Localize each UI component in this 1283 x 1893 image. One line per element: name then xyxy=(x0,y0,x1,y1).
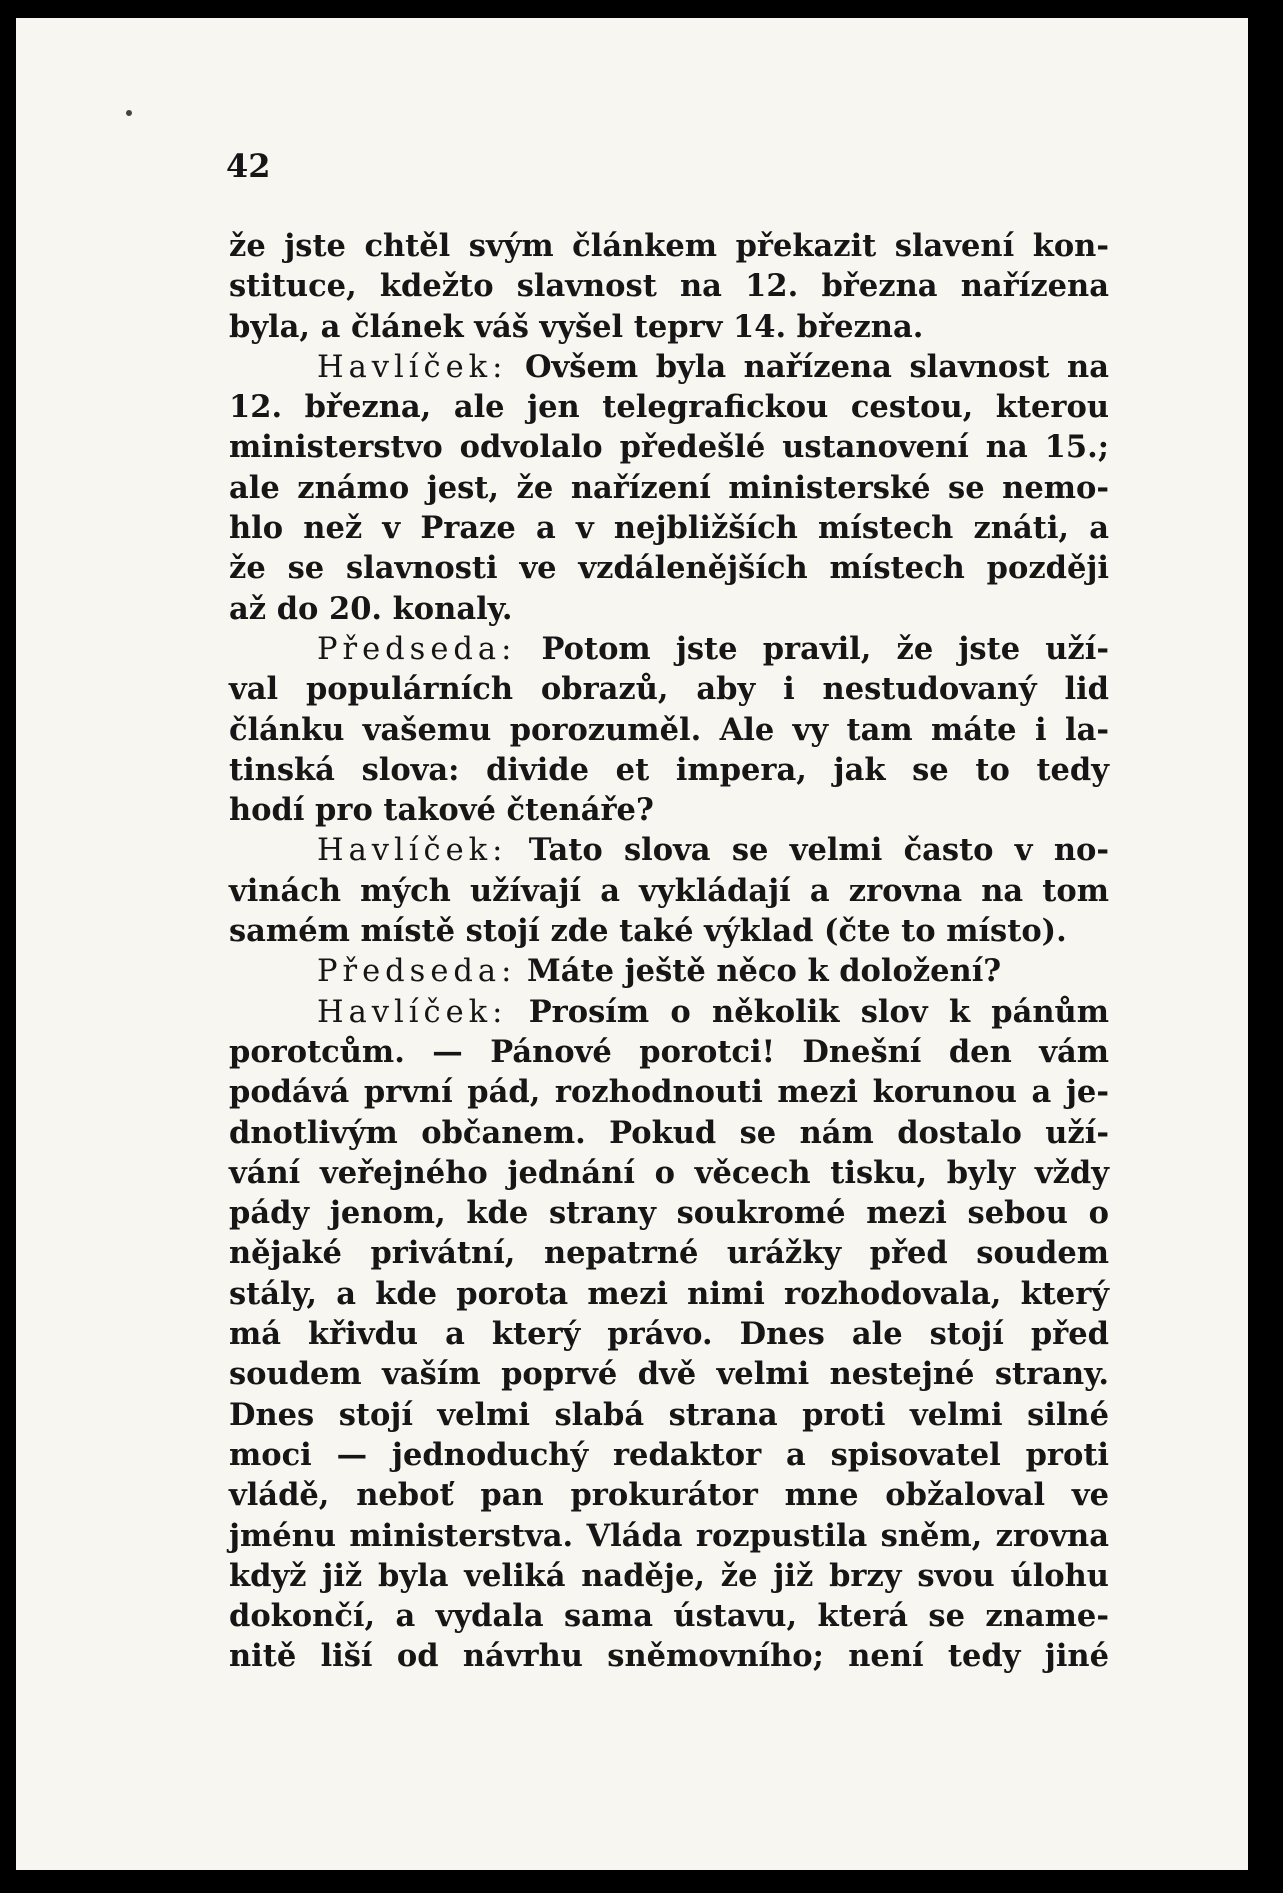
text-line: jménu ministerstva. Vláda rozpustila sněm, zrovna xyxy=(229,1517,1109,1554)
text-line: stály, a kde porota mezi nimi rozhodovala, který xyxy=(229,1275,1109,1312)
speaker-name: Havlíček: xyxy=(317,349,508,385)
speech-text: Prosím o několik slov k pánům xyxy=(507,993,1109,1030)
text-line: soudem vaším poprvé dvě velmi nestejné strany. xyxy=(229,1356,1109,1393)
text-line: byla, a článek váš vyšel teprv 14. března. xyxy=(229,308,924,345)
text-line: vládě, neboť pan prokurátor mne obžaloval ve xyxy=(229,1477,1109,1514)
text-line: že jste chtěl svým článkem překazit slavení kon- xyxy=(229,228,1109,264)
speech-text: Ovšem byla nařízena slavnost na xyxy=(507,348,1109,385)
speaker-name: Havlíček: xyxy=(317,994,508,1030)
text-line: pády jenom, kde strany soukromé mezi sebou o xyxy=(229,1195,1109,1232)
text-line: když již byla veliká naděje, že již brzy svou úlohu xyxy=(229,1557,1109,1594)
dialogue-line xyxy=(229,951,1109,991)
text-line: článku vašemu porozuměl. Ale vy tam máte i la- xyxy=(229,711,1109,748)
text-line: hlo než v Praze a v nejbližších místech znáti, a xyxy=(229,510,1109,547)
text-line: ministerstvo odvolalo předešlé ustanovení na 15.; xyxy=(229,429,1109,466)
text-line: že se slavnosti ve vzdálenějších místech později xyxy=(229,550,1109,587)
dialogue-line xyxy=(229,830,1109,870)
book-page xyxy=(16,18,1248,1870)
page-number: 42 xyxy=(226,147,271,185)
text-line: porotcům. — Pánové porotci! Dnešní den vám xyxy=(229,1033,1109,1070)
speech-text: Máte ještě něco k doložení? xyxy=(516,953,1002,990)
text-line: dokončí, a vydala sama ústavu, která se zname- xyxy=(229,1598,1109,1635)
text-line: 12. března, ale jen telegrafickou cestou, kterou xyxy=(229,389,1109,426)
text-line: vání veřejného jednání o věcech tisku, byly vždy xyxy=(229,1154,1109,1191)
dialogue-line xyxy=(229,992,1109,1032)
text-line: val populárních obrazů, aby i nestudovaný lid xyxy=(229,671,1109,708)
text-line: hodí pro takové čtenáře? xyxy=(229,792,654,829)
text-line: Dnes stojí velmi slabá strana proti velmi silné xyxy=(229,1396,1109,1433)
text-line: ale známo jest, že nařízení ministerské se nemo- xyxy=(229,469,1109,506)
text-line: nitě liší od návrhu sněmovního; není tedy jiné xyxy=(229,1638,1109,1675)
text-line: tinská slova: divide et impera, jak se to tedy xyxy=(229,751,1109,788)
speech-text: Potom jste pravil, že jste uží- xyxy=(516,630,1109,667)
text-line: stituce, kdežto slavnost na 12. března nařízena xyxy=(229,268,1109,305)
text-line: podává první pád, rozhodnouti mezi korunou a je- xyxy=(229,1074,1109,1111)
text-line: moci — jednoduchý redaktor a spisovatel proti xyxy=(229,1436,1109,1473)
speaker-name: Havlíček: xyxy=(317,833,508,869)
scan-speck xyxy=(126,110,132,116)
dialogue-line xyxy=(229,347,1109,387)
text-line: samém místě stojí zde také výklad (čte to místo). xyxy=(229,913,1067,950)
text-line: vinách mých užívají a vykládají a zrovna na tom xyxy=(229,872,1109,909)
speech-text: Tato slova se velmi často v no- xyxy=(507,832,1109,869)
speaker-name: Předseda: xyxy=(317,954,517,990)
speaker-name: Předseda: xyxy=(317,631,517,667)
text-line: nějaké privátní, nepatrné urážky před soudem xyxy=(229,1235,1109,1272)
text-line: až do 20. konaly. xyxy=(229,590,513,627)
body-text xyxy=(229,226,1109,1677)
dialogue-line xyxy=(229,629,1109,669)
text-line: dnotlivým občanem. Pokud se nám dostalo uží- xyxy=(229,1114,1109,1151)
text-line: má křivdu a který právo. Dnes ale stojí před xyxy=(229,1316,1109,1353)
